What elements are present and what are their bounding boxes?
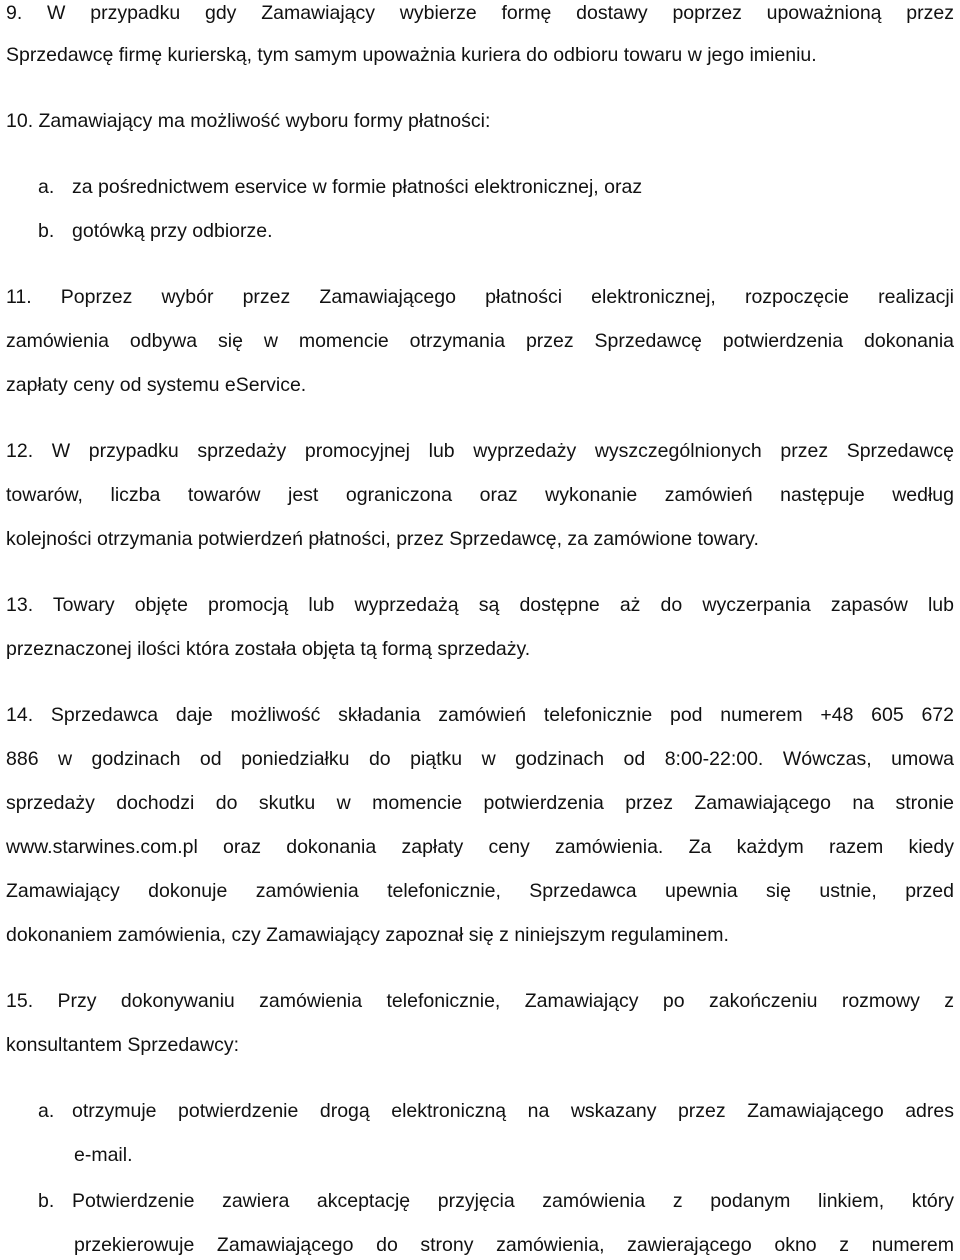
item-11-line-1: 11. Poprzez wybór przez Zamawiającego płatności elektronicznej, rozpoczęcie realizacji [6, 286, 954, 308]
item-9-line-1: 9. W przypadku gdy Zamawiający wybierze formę dostawy poprzez upoważnioną przez [6, 2, 954, 24]
item-14-line-6: dokonaniem zamówienia, czy Zamawiający zapoznał się z niniejszym regulaminem. [6, 924, 729, 946]
list-text: za pośrednictwem eservice w formie płatności elektronicznej, oraz [72, 176, 643, 198]
item-15-line-1: 15. Przy dokonywaniu zamówienia telefonicznie, Zamawiający po zakończeniu rozmowy z [6, 990, 954, 1012]
item-14-line-4: www.starwines.com.pl oraz dokonania zapłaty ceny zamówienia. Za każdym razem kiedy [6, 836, 954, 858]
item-9-line-2: Sprzedawcę firmę kurierską, tym samym upoważnia kuriera do odbioru towaru w jego imieniu. [6, 44, 817, 66]
item-12-line-2: towarów, liczba towarów jest ograniczona oraz wykonanie zamówień następuje według [6, 484, 954, 506]
item-10-heading: 10. Zamawiający ma możliwość wyboru formy płatności: [6, 110, 491, 132]
list-marker: b. [38, 1190, 55, 1212]
item-15-option-b-line-2: przekierowuje Zamawiającego do strony zamówienia, zawierającego okno z numerem [74, 1234, 954, 1256]
item-14-line-3: sprzedaży dochodzi do skutku w momencie potwierdzenia przez Zamawiającego na stronie [6, 792, 954, 814]
list-marker: a. [38, 1100, 55, 1122]
item-12-line-3: kolejności otrzymania potwierdzeń płatności, przez Sprzedawcę, za zamówione towary. [6, 528, 759, 550]
item-15-option-a-line-2: e-mail. [74, 1144, 133, 1166]
item-11-line-3: zapłaty ceny od systemu eService. [6, 374, 307, 396]
item-14-line-5: Zamawiający dokonuje zamówienia telefonicznie, Sprzedawca upewnia się ustnie, przed [6, 880, 954, 902]
item-10-option-b [38, 218, 954, 244]
list-marker: b. [38, 220, 55, 242]
item-15-option-b-line-1 [38, 1188, 954, 1214]
item-13-line-1: 13. Towary objęte promocją lub wyprzedażą są dostępne aż do wyczerpania zapasów lub [6, 594, 954, 616]
item-10-option-a [38, 174, 954, 200]
item-12-line-1: 12. W przypadku sprzedaży promocyjnej lub wyprzedaży wyszczególnionych przez Sprzedawcę [6, 440, 954, 462]
item-14-line-2: 886 w godzinach od poniedziałku do piątku w godzinach od 8:00-22:00. Wówczas, umowa [6, 748, 954, 770]
item-15-line-2: konsultantem Sprzedawcy: [6, 1034, 240, 1056]
list-marker: a. [38, 176, 55, 198]
item-11-line-2: zamówienia odbywa się w momencie otrzymania przez Sprzedawcę potwierdzenia dokonania [6, 330, 954, 352]
item-15-option-a-line-1 [38, 1098, 954, 1124]
item-13-line-2: przeznaczonej ilości która została objęta tą formą sprzedaży. [6, 638, 531, 660]
item-14-line-1: 14. Sprzedawca daje możliwość składania zamówień telefonicznie pod numerem +48 605 672 [6, 704, 954, 726]
list-text: gotówką przy odbiorze. [72, 220, 273, 242]
list-text: otrzymuje potwierdzenie drogą elektroniczną na wskazany przez Zamawiającego adres [72, 1100, 954, 1122]
list-text: Potwierdzenie zawiera akceptację przyjęcia zamówienia z podanym linkiem, który [72, 1190, 954, 1212]
